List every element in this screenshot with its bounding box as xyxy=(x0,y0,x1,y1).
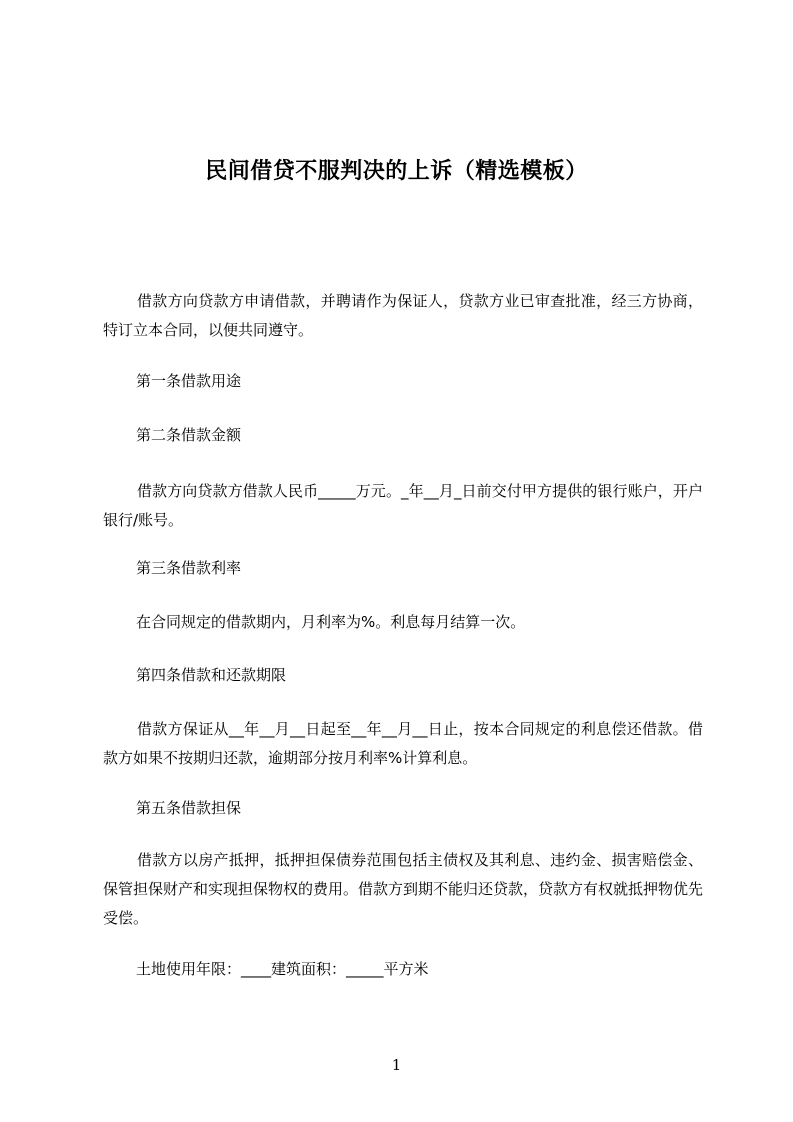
article-3-heading: 第三条借款利率 xyxy=(136,559,242,577)
land-use-line: 土地使用年限：____建筑面积：_____平方米 xyxy=(136,960,429,978)
article-4-body: 借款方保证从__年__月__日起至__年__月__日止，按本合同规定的利息偿还借款。借款方如果不按期归还款，逾期部分按月利率%计算利息。 xyxy=(103,720,703,767)
article-2-body: 借款方向贷款方借款人民币_____万元。_年__月_日前交付甲方提供的银行账户，开户银行/账号。 xyxy=(103,482,703,529)
page-number: 1 xyxy=(391,1056,402,1074)
article-5-body: 借款方以房产抵押，抵押担保债券范围包括主债权及其利息、违约金、损害赔偿金、保管担保财产和实现担保物权的费用。借款方到期不能归还贷款，贷款方有权就抵押物优先受偿。 xyxy=(103,851,704,927)
article-2-heading: 第二条借款金额 xyxy=(136,426,242,444)
document-title: 民间借贷不服判决的上诉（精选模板） xyxy=(205,158,588,184)
article-3-body: 在合同规定的借款期内，月利率为%。利息每月结算一次。 xyxy=(136,613,526,631)
intro-paragraph: 借款方向贷款方申请借款，并聘请作为保证人，贷款方业已审查批准，经三方协商，特订立本合同，以便共同遵守。 xyxy=(103,292,703,339)
article-5-heading: 第五条借款担保 xyxy=(136,799,242,817)
article-4-heading: 第四条借款和还款期限 xyxy=(136,666,287,684)
article-1-heading: 第一条借款用途 xyxy=(136,372,242,390)
